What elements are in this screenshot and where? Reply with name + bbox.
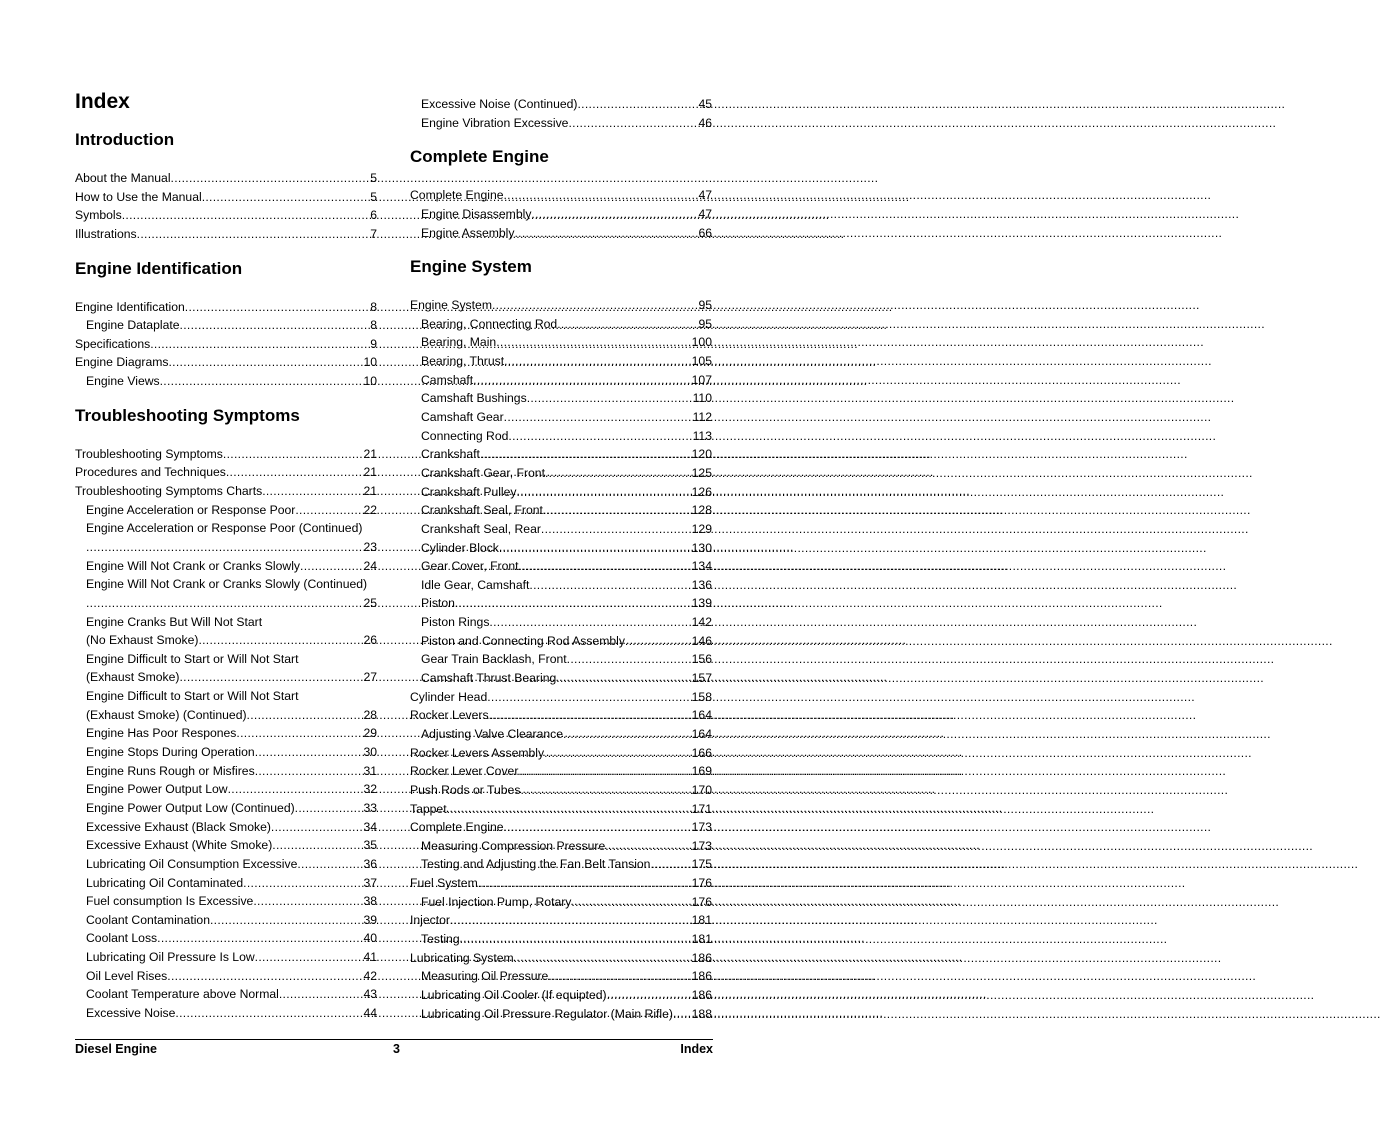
toc-entry[interactable]: Coolant Loss ..... 40 [75,929,377,948]
toc-entry[interactable]: Engine Diagrams ..... 10 [75,353,377,372]
toc-entry[interactable]: About the Manual ..... 5 [75,169,377,188]
toc-entry[interactable]: Engine Acceleration or Response Poor ..... 22 [75,501,377,520]
toc-entry[interactable]: Lubricating Oil Pressure Regulator (Main Rifle) ..... 188 [410,1005,712,1024]
toc-entry[interactable]: (Exhaust Smoke) ..... 27 [75,668,377,687]
toc-entry[interactable]: Engine Will Not Crank or Cranks Slowly ..... 24 [75,557,377,576]
toc-entry[interactable]: Engine Views ..... 10 [75,372,377,391]
toc-entry[interactable]: (Exhaust Smoke) (Continued) ..... 28 [75,706,377,725]
toc-entry[interactable]: Connecting Rod ..... 113 [410,427,712,446]
toc-entry[interactable]: Engine Cranks But Will Not Start [86,614,263,629]
section-title-troubleshooting: Troubleshooting Symptoms [75,405,300,425]
toc-entry[interactable]: Engine Disassembly ..... 47 [410,205,712,224]
toc-entry[interactable]: Camshaft Thrust Bearing ..... 157 [410,669,712,688]
footer-section-name: Index [680,1042,713,1056]
toc-entry[interactable]: Bearing, Connecting Rod ..... 95 [410,315,712,334]
toc-entry[interactable]: Piston Rings ..... 142 [410,613,712,632]
toc-entry[interactable]: Excessive Exhaust (Black Smoke) ..... 34 [75,818,377,837]
toc-entry[interactable]: Engine Stops During Operation ..... 30 [75,743,377,762]
toc-entry[interactable]: Lubricating System ..... 186 [410,949,712,968]
toc-entry[interactable]: Crankshaft Gear, Front ..... 125 [410,464,712,483]
toc-entry[interactable]: Gear Cover, Front ..... 134 [410,557,712,576]
toc-entry[interactable]: Fuel Injection Pump, Rotary ..... 176 [410,893,712,912]
footer-page-number: 3 [393,1042,400,1056]
section-title-engine-system: Engine System [410,257,532,277]
toc-entry[interactable]: Push Rods or Tubes ..... 170 [410,781,712,800]
toc-entry[interactable]: Measuring Oil Pressure ..... 186 [410,967,712,986]
toc-entry[interactable]: Engine Has Poor Respones ..... 29 [75,724,377,743]
toc-entry[interactable]: Piston ..... 139 [410,594,712,613]
toc-entry[interactable]: Symbols ..... 6 [75,206,377,225]
toc-entry[interactable]: Rocker Levers Assembly ..... 166 [410,744,712,763]
toc-entry[interactable]: Rocker Levers ..... 164 [410,706,712,725]
toc-entry[interactable]: Engine Power Output Low ..... 32 [75,780,377,799]
section-title-complete-engine: Complete Engine [410,147,549,167]
toc-entry[interactable]: Engine Runs Rough or Misfires ..... 31 [75,762,377,781]
toc-entry[interactable]: Tappet ..... 171 [410,800,712,819]
toc-entry[interactable]: Adjusting Valve Clearance ..... 164 [410,725,712,744]
toc-entry[interactable]: Lubricating Oil Consumption Excessive ..... 36 [75,855,377,874]
footer-divider [75,1039,713,1040]
toc-entry[interactable]: Engine Power Output Low (Continued) ..... 33 [75,799,377,818]
toc-entry[interactable]: Engine Vibration Excessive ..... 46 [410,114,712,133]
toc-entry[interactable]: Coolant Contamination ..... 39 [75,911,377,930]
toc-entry[interactable]: Engine System ..... 95 [410,296,712,315]
toc-entry[interactable]: Injector ..... 181 [410,911,712,930]
toc-entry[interactable]: Engine Will Not Crank or Cranks Slowly (Continued) [86,577,368,592]
toc-entry[interactable]: Coolant Temperature above Normal ..... 43 [75,985,377,1004]
toc-entry[interactable]: Lubricating Oil Pressure Is Low ..... 41 [75,948,377,967]
toc-entry[interactable]: Lubricating Oil Cooler (If equipted) ..... 186 [410,986,712,1005]
toc-entry[interactable]: Engine Assembly ..... 66 [410,224,712,243]
toc-entry[interactable]: Bearing, Thrust ..... 105 [410,352,712,371]
toc-list-introduction [75,169,377,244]
toc-entry[interactable]: Piston and Connecting Rod Assembly ..... 146 [410,632,712,651]
right-column [410,95,712,1023]
footer-document-title: Diesel Engine [75,1042,157,1056]
toc-entry[interactable]: Excessive Exhaust (White Smoke) ..... 35 [75,836,377,855]
toc-entry[interactable]: Excessive Noise (Continued) ..... 45 [410,95,712,114]
toc-entry[interactable]: How to Use the Manual ..... 5 [75,188,377,207]
page-title: Index [75,90,130,113]
toc-entry[interactable]: Specifications ..... 9 [75,335,377,354]
toc-entry[interactable]: Fuel System ..... 176 [410,874,712,893]
toc-entry[interactable]: Engine Dataplate ..... 8 [75,316,377,335]
toc-list-engine-identification [75,298,377,391]
toc-entry[interactable]: ..... 25 [75,594,377,613]
toc-entry[interactable]: Measuring Compression Pressure ..... 173 [410,837,712,856]
toc-entry[interactable]: Idle Gear, Camshaft ..... 136 [410,576,712,595]
toc-entry[interactable]: Crankshaft ..... 120 [410,445,712,464]
left-column [75,88,377,1023]
toc-entry[interactable]: Camshaft Bushings ..... 110 [410,389,712,408]
toc-entry[interactable]: Engine Difficult to Start or Will Not Start [86,689,299,704]
toc-entry[interactable]: Crankshaft Seal, Front ..... 128 [410,501,712,520]
section-title-introduction: Introduction [75,130,175,149]
toc-entry[interactable]: Gear Train Backlash, Front ..... 156 [410,650,712,669]
toc-entry[interactable]: Oil Level Rises ..... 42 [75,967,377,986]
toc-list-complete-engine [410,186,712,242]
toc-entry[interactable]: Crankshaft Pulley ..... 126 [410,483,712,502]
toc-entry[interactable]: Camshaft Gear ..... 112 [410,408,712,427]
toc-entry[interactable]: Fuel consumption Is Excessive ..... 38 [75,892,377,911]
toc-entry[interactable]: Troubleshooting Symptoms Charts ..... 21 [75,482,377,501]
toc-entry[interactable]: Camshaft ..... 107 [410,371,712,390]
toc-entry[interactable]: Troubleshooting Symptoms ..... 21 [75,445,377,464]
toc-entry[interactable]: Lubricating Oil Contaminated ..... 37 [75,874,377,893]
toc-entry[interactable]: Cylinder Head ..... 158 [410,688,712,707]
toc-entry[interactable]: Excessive Noise ..... 44 [75,1004,377,1023]
toc-entry[interactable]: Testing ..... 181 [410,930,712,949]
toc-entry[interactable]: Complete Engine ..... 173 [410,818,712,837]
toc-entry[interactable]: Rocker Lever Cover ..... 169 [410,762,712,781]
section-title-engine-identification: Engine Identification [75,258,243,278]
toc-list-engine-system [410,296,712,1023]
toc-entry[interactable]: Crankshaft Seal, Rear ..... 129 [410,520,712,539]
toc-entry[interactable]: Engine Identification ..... 8 [75,298,377,317]
toc-entry[interactable]: ..... 23 [75,538,377,557]
toc-entry[interactable]: Engine Difficult to Start or Will Not Start [86,651,299,666]
toc-entry[interactable]: Engine Acceleration or Response Poor (Continued) [86,521,363,536]
toc-entry[interactable]: Procedures and Techniques ..... 21 [75,463,377,482]
toc-list-troubleshooting [75,445,377,1023]
toc-list-troubleshooting-cont [410,95,712,132]
toc-entry[interactable]: (No Exhaust Smoke) ..... 26 [75,631,377,650]
toc-entry[interactable]: Cylinder Block ..... 130 [410,539,712,558]
toc-entry[interactable]: Testing and Adjusting the Fan Belt Tansion ..... 175 [410,855,712,874]
toc-entry[interactable]: Bearing, Main ..... 100 [410,333,712,352]
toc-entry[interactable]: Illustrations ..... 7 [75,225,377,244]
toc-entry[interactable]: Complete Engine ..... 47 [410,186,712,205]
